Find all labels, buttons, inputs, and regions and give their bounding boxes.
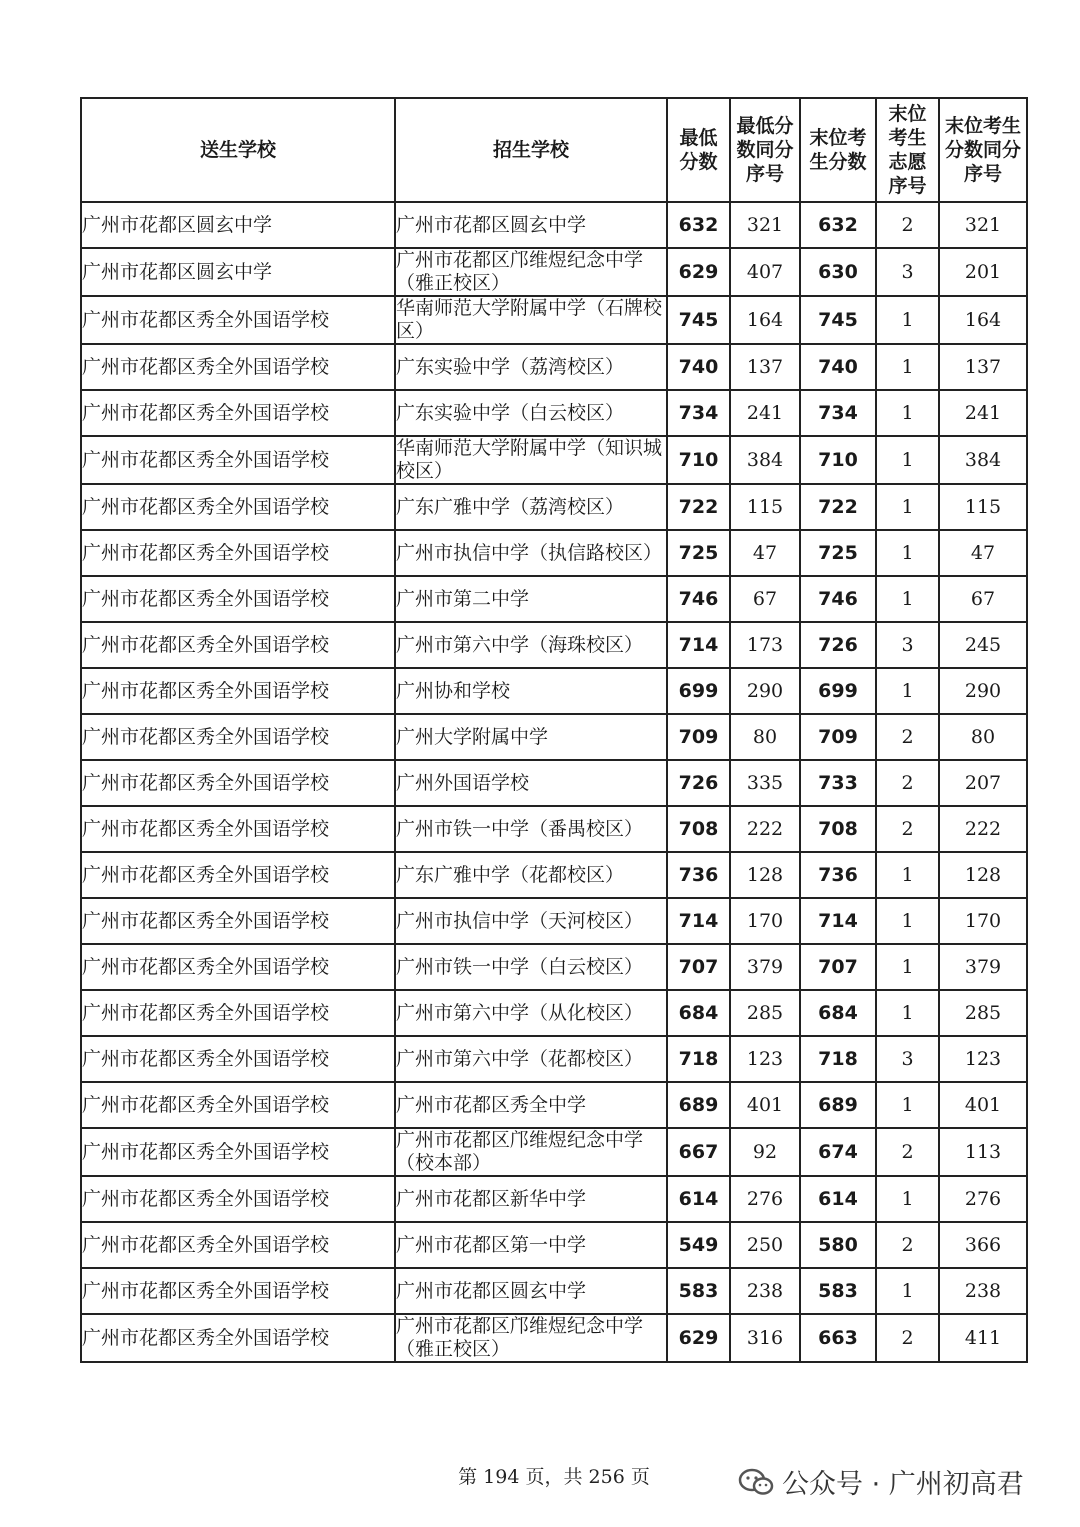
min-score-cell: 632: [667, 202, 730, 248]
recruiting-school-cell: 广州市第二中学: [395, 576, 667, 622]
last-choice-cell: 1: [876, 1082, 939, 1128]
header-min-score: 最低分数: [667, 98, 730, 202]
min-score-cell: 714: [667, 898, 730, 944]
last-rank-cell: 164: [939, 296, 1027, 344]
sender-school-cell: 广州市花都区秀全外国语学校: [81, 1314, 395, 1362]
sender-school-cell: 广州市花都区秀全外国语学校: [81, 390, 395, 436]
last-score-cell: 714: [800, 898, 876, 944]
table-row: [81, 622, 1027, 668]
last-score-cell: 684: [800, 990, 876, 1036]
table-row: [81, 202, 1027, 248]
recruiting-school-cell: 广州市执信中学（执信路校区）: [395, 530, 667, 576]
last-score-cell: 745: [800, 296, 876, 344]
last-choice-cell: 1: [876, 990, 939, 1036]
table-row: [81, 668, 1027, 714]
recruiting-school-cell: 广州市花都区新华中学: [395, 1176, 667, 1222]
last-choice-cell: 1: [876, 344, 939, 390]
last-choice-cell: 3: [876, 622, 939, 668]
sender-school-cell: 广州市花都区秀全外国语学校: [81, 344, 395, 390]
recruiting-school-cell: 广州市执信中学（天河校区）: [395, 898, 667, 944]
min-score-cell: 684: [667, 990, 730, 1036]
min-score-cell: 629: [667, 248, 730, 296]
table-row: [81, 806, 1027, 852]
sender-school-cell: 广州市花都区秀全外国语学校: [81, 530, 395, 576]
last-rank-cell: 115: [939, 484, 1027, 530]
min-score-rank-cell: 47: [730, 530, 800, 576]
last-rank-cell: 276: [939, 1176, 1027, 1222]
watermark-text: 公众号 · 广州初高君: [782, 1469, 1024, 1500]
recruiting-school-cell: 广州大学附属中学: [395, 714, 667, 760]
min-score-cell: 736: [667, 852, 730, 898]
min-score-cell: 726: [667, 760, 730, 806]
last-rank-cell: 222: [939, 806, 1027, 852]
min-score-cell: 549: [667, 1222, 730, 1268]
last-rank-cell: 290: [939, 668, 1027, 714]
last-choice-cell: 2: [876, 806, 939, 852]
recruiting-school-cell: 广州外国语学校: [395, 760, 667, 806]
sender-school-cell: 广州市花都区秀全外国语学校: [81, 1128, 395, 1176]
min-score-rank-cell: 164: [730, 296, 800, 344]
sender-school-cell: 广州市花都区秀全外国语学校: [81, 990, 395, 1036]
last-choice-cell: 1: [876, 436, 939, 484]
last-rank-cell: 207: [939, 760, 1027, 806]
min-score-rank-cell: 173: [730, 622, 800, 668]
table-row: [81, 1128, 1027, 1176]
table-row: [81, 530, 1027, 576]
min-score-cell: 629: [667, 1314, 730, 1362]
sender-school-cell: 广州市花都区秀全外国语学校: [81, 1268, 395, 1314]
sender-school-cell: 广州市花都区圆玄中学: [81, 202, 395, 248]
last-rank-cell: 128: [939, 852, 1027, 898]
sender-school-cell: 广州市花都区秀全外国语学校: [81, 760, 395, 806]
sender-school-cell: 广州市花都区秀全外国语学校: [81, 806, 395, 852]
table-row: [81, 714, 1027, 760]
min-score-rank-cell: 222: [730, 806, 800, 852]
sender-school-cell: 广州市花都区圆玄中学: [81, 248, 395, 296]
min-score-cell: 707: [667, 944, 730, 990]
last-choice-cell: 1: [876, 1176, 939, 1222]
last-choice-cell: 1: [876, 898, 939, 944]
min-score-rank-cell: 335: [730, 760, 800, 806]
sender-school-cell: 广州市花都区秀全外国语学校: [81, 944, 395, 990]
last-choice-cell: 1: [876, 852, 939, 898]
last-choice-cell: 1: [876, 296, 939, 344]
table-row: [81, 484, 1027, 530]
min-score-cell: 722: [667, 484, 730, 530]
header-last-choice: 末位考生志愿序号: [876, 98, 939, 202]
sender-school-cell: 广州市花都区秀全外国语学校: [81, 1176, 395, 1222]
last-score-cell: 632: [800, 202, 876, 248]
sender-school-cell: 广州市花都区秀全外国语学校: [81, 436, 395, 484]
last-score-cell: 708: [800, 806, 876, 852]
last-rank-cell: 384: [939, 436, 1027, 484]
min-score-rank-cell: 80: [730, 714, 800, 760]
min-score-cell: 725: [667, 530, 730, 576]
min-score-rank-cell: 137: [730, 344, 800, 390]
min-score-rank-cell: 276: [730, 1176, 800, 1222]
table-row: [81, 1036, 1027, 1082]
sender-school-cell: 广州市花都区秀全外国语学校: [81, 484, 395, 530]
sender-school-cell: 广州市花都区秀全外国语学校: [81, 1082, 395, 1128]
min-score-cell: 699: [667, 668, 730, 714]
recruiting-school-cell: 广州市花都区第一中学: [395, 1222, 667, 1268]
last-rank-cell: 379: [939, 944, 1027, 990]
min-score-rank-cell: 285: [730, 990, 800, 1036]
table-header: [81, 98, 1027, 202]
last-rank-cell: 123: [939, 1036, 1027, 1082]
min-score-rank-cell: 67: [730, 576, 800, 622]
table-row: [81, 1082, 1027, 1128]
recruiting-school-cell: 广州市第六中学（从化校区）: [395, 990, 667, 1036]
last-score-cell: 630: [800, 248, 876, 296]
min-score-rank-cell: 170: [730, 898, 800, 944]
table-row: [81, 1176, 1027, 1222]
min-score-rank-cell: 321: [730, 202, 800, 248]
last-choice-cell: 1: [876, 668, 939, 714]
last-rank-cell: 401: [939, 1082, 1027, 1128]
min-score-rank-cell: 250: [730, 1222, 800, 1268]
recruiting-school-cell: 华南师范大学附属中学（石牌校区）: [395, 296, 667, 344]
table-row: [81, 1314, 1027, 1362]
min-score-cell: 740: [667, 344, 730, 390]
min-score-rank-cell: 92: [730, 1128, 800, 1176]
recruiting-school-cell: 广州市花都区邝维煜纪念中学（雅正校区）: [395, 248, 667, 296]
min-score-rank-cell: 128: [730, 852, 800, 898]
admission-table: [80, 97, 1028, 1363]
recruiting-school-cell: 广州市花都区秀全中学: [395, 1082, 667, 1128]
last-choice-cell: 2: [876, 714, 939, 760]
min-score-cell: 710: [667, 436, 730, 484]
min-score-rank-cell: 241: [730, 390, 800, 436]
min-score-cell: 709: [667, 714, 730, 760]
table-row: [81, 344, 1027, 390]
last-rank-cell: 170: [939, 898, 1027, 944]
table-row: [81, 852, 1027, 898]
last-score-cell: 709: [800, 714, 876, 760]
recruiting-school-cell: 广州市花都区圆玄中学: [395, 202, 667, 248]
recruiting-school-cell: 广州市铁一中学（番禺校区）: [395, 806, 667, 852]
last-choice-cell: 1: [876, 484, 939, 530]
table-row: [81, 760, 1027, 806]
min-score-rank-cell: 290: [730, 668, 800, 714]
min-score-cell: 745: [667, 296, 730, 344]
wechat-icon: [738, 1468, 774, 1496]
last-choice-cell: 1: [876, 576, 939, 622]
min-score-cell: 734: [667, 390, 730, 436]
last-rank-cell: 80: [939, 714, 1027, 760]
last-choice-cell: 2: [876, 202, 939, 248]
header-last-rank: 末位考生分数同分序号: [939, 98, 1027, 202]
min-score-rank-cell: 379: [730, 944, 800, 990]
last-score-cell: 689: [800, 1082, 876, 1128]
last-score-cell: 718: [800, 1036, 876, 1082]
last-choice-cell: 1: [876, 1268, 939, 1314]
min-score-cell: 718: [667, 1036, 730, 1082]
min-score-rank-cell: 123: [730, 1036, 800, 1082]
last-rank-cell: 245: [939, 622, 1027, 668]
last-rank-cell: 137: [939, 344, 1027, 390]
recruiting-school-cell: 广东广雅中学（荔湾校区）: [395, 484, 667, 530]
last-choice-cell: 2: [876, 1314, 939, 1362]
last-rank-cell: 67: [939, 576, 1027, 622]
table-row: [81, 1222, 1027, 1268]
last-score-cell: 580: [800, 1222, 876, 1268]
min-score-cell: 583: [667, 1268, 730, 1314]
watermark: [738, 1462, 1024, 1501]
last-choice-cell: 2: [876, 1222, 939, 1268]
header-recruiting-school: 招生学校: [395, 98, 667, 202]
recruiting-school-cell: 广州市花都区邝维煜纪念中学（雅正校区）: [395, 1314, 667, 1362]
last-score-cell: 663: [800, 1314, 876, 1362]
last-choice-cell: 2: [876, 1128, 939, 1176]
last-rank-cell: 411: [939, 1314, 1027, 1362]
header-row: [81, 98, 1027, 202]
min-score-rank-cell: 316: [730, 1314, 800, 1362]
last-score-cell: 725: [800, 530, 876, 576]
last-score-cell: 583: [800, 1268, 876, 1314]
header-sender-school: 送生学校: [81, 98, 395, 202]
min-score-cell: 689: [667, 1082, 730, 1128]
last-rank-cell: 241: [939, 390, 1027, 436]
sender-school-cell: 广州市花都区秀全外国语学校: [81, 296, 395, 344]
last-score-cell: 746: [800, 576, 876, 622]
last-choice-cell: 1: [876, 944, 939, 990]
last-score-cell: 614: [800, 1176, 876, 1222]
header-min-score-rank: 最低分数同分序号: [730, 98, 800, 202]
table-row: [81, 248, 1027, 296]
min-score-cell: 746: [667, 576, 730, 622]
sender-school-cell: 广州市花都区秀全外国语学校: [81, 576, 395, 622]
min-score-rank-cell: 401: [730, 1082, 800, 1128]
table-row: [81, 898, 1027, 944]
sender-school-cell: 广州市花都区秀全外国语学校: [81, 714, 395, 760]
table-row: [81, 296, 1027, 344]
page-number: 第 194 页，共 256 页: [458, 1466, 650, 1488]
table-row: [81, 576, 1027, 622]
recruiting-school-cell: 广州市铁一中学（白云校区）: [395, 944, 667, 990]
table-row: [81, 990, 1027, 1036]
min-score-rank-cell: 384: [730, 436, 800, 484]
sender-school-cell: 广州市花都区秀全外国语学校: [81, 898, 395, 944]
table-row: [81, 1268, 1027, 1314]
last-score-cell: 674: [800, 1128, 876, 1176]
recruiting-school-cell: 广东实验中学（荔湾校区）: [395, 344, 667, 390]
min-score-rank-cell: 407: [730, 248, 800, 296]
table-row: [81, 436, 1027, 484]
last-choice-cell: 3: [876, 248, 939, 296]
last-rank-cell: 285: [939, 990, 1027, 1036]
min-score-cell: 714: [667, 622, 730, 668]
last-score-cell: 740: [800, 344, 876, 390]
last-score-cell: 722: [800, 484, 876, 530]
recruiting-school-cell: 华南师范大学附属中学（知识城校区）: [395, 436, 667, 484]
last-rank-cell: 47: [939, 530, 1027, 576]
sender-school-cell: 广州市花都区秀全外国语学校: [81, 1036, 395, 1082]
recruiting-school-cell: 广东广雅中学（花都校区）: [395, 852, 667, 898]
last-score-cell: 707: [800, 944, 876, 990]
min-score-cell: 614: [667, 1176, 730, 1222]
recruiting-school-cell: 广州市花都区邝维煜纪念中学（校本部）: [395, 1128, 667, 1176]
min-score-rank-cell: 115: [730, 484, 800, 530]
recruiting-school-cell: 广州市花都区圆玄中学: [395, 1268, 667, 1314]
last-rank-cell: 201: [939, 248, 1027, 296]
last-choice-cell: 2: [876, 760, 939, 806]
sender-school-cell: 广州市花都区秀全外国语学校: [81, 1222, 395, 1268]
recruiting-school-cell: 广州市第六中学（海珠校区）: [395, 622, 667, 668]
header-last-score: 末位考生分数: [800, 98, 876, 202]
table-row: [81, 944, 1027, 990]
sender-school-cell: 广州市花都区秀全外国语学校: [81, 852, 395, 898]
table-body: [81, 202, 1027, 1362]
last-choice-cell: 1: [876, 530, 939, 576]
recruiting-school-cell: 广州市第六中学（花都校区）: [395, 1036, 667, 1082]
last-score-cell: 726: [800, 622, 876, 668]
recruiting-school-cell: 广东实验中学（白云校区）: [395, 390, 667, 436]
last-score-cell: 736: [800, 852, 876, 898]
last-score-cell: 733: [800, 760, 876, 806]
min-score-cell: 667: [667, 1128, 730, 1176]
last-rank-cell: 113: [939, 1128, 1027, 1176]
sender-school-cell: 广州市花都区秀全外国语学校: [81, 622, 395, 668]
recruiting-school-cell: 广州协和学校: [395, 668, 667, 714]
last-score-cell: 699: [800, 668, 876, 714]
min-score-cell: 708: [667, 806, 730, 852]
last-score-cell: 710: [800, 436, 876, 484]
table-row: [81, 390, 1027, 436]
sender-school-cell: 广州市花都区秀全外国语学校: [81, 668, 395, 714]
last-choice-cell: 3: [876, 1036, 939, 1082]
last-score-cell: 734: [800, 390, 876, 436]
last-rank-cell: 321: [939, 202, 1027, 248]
last-rank-cell: 366: [939, 1222, 1027, 1268]
last-choice-cell: 1: [876, 390, 939, 436]
last-rank-cell: 238: [939, 1268, 1027, 1314]
min-score-rank-cell: 238: [730, 1268, 800, 1314]
